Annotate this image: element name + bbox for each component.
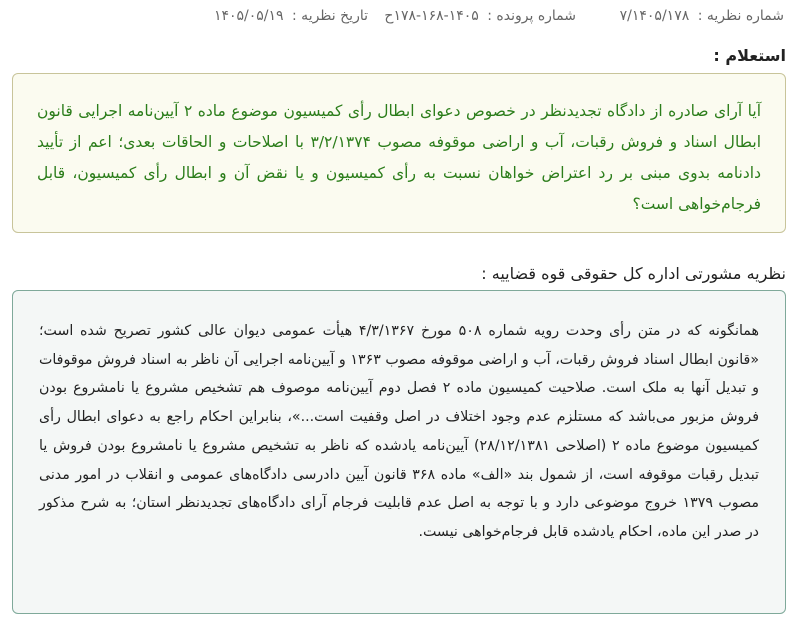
opinion-number-value: ۷/۱۴۰۵/۱۷۸ — [619, 8, 690, 24]
opinion-number — [620, 8, 784, 24]
opinion-box — [12, 290, 786, 614]
opinion-date-label: تاریخ نظریه : — [292, 8, 368, 24]
opinion-date — [214, 8, 368, 24]
inquiry-box — [12, 73, 786, 233]
opinion-date-value: ۱۴۰۵/۰۵/۱۹ — [213, 8, 284, 24]
file-number-label: شماره پرونده : — [487, 8, 576, 24]
metadata-row — [12, 4, 788, 28]
file-number-value: ۱۴۰۵-۱۶۸-۱۷۸ح — [384, 8, 479, 24]
inquiry-text: آیا آرای صادره از دادگاه تجدیدنظر در خصوص دعوای ابطال رأی کمیسیون موضوع ماده ۲ آیین‌نامه اجرایی قانون ابطال اسناد و فروش رقبات، آب و اراضی موقوفه مصوب ۳/۲/۱۳۷۴ با اصلاحات و الحاقات بعدی؛ اعم از تأیید دادنامه بدوی مبنی بر رد اعتراض خواهان نسبت به رأی کمیسیون و یا نقض آن و ابطال رأی کمیسیون، قابل فرجام‌خواهی است؟ — [37, 102, 762, 213]
file-number — [384, 8, 576, 24]
opinion-text: همانگونه که در متن رأی وحدت رویه شماره ۵۰۸ مورخ ۴/۳/۱۳۶۷ هیأت عمومی دیوان عالی کشور تصریح شده است؛ «قانون ابطال اسناد فروش رقبات، آب و اراضی موقوفه مصوب ۱۳۶۳ و آیین‌نامه اجرایی آن ناظر به اسناد فروش موقوفات و تبدیل آنها به ملک است. صلاحیت کمیسیون ماده ۲ فصل دوم آیین‌نامه موصوف هم تشخیص مشروع یا نامشروع بودن فروش مزبور می‌باشد که مستلزم عدم وجود اختلاف در اصل وقفیت است...»، بنابراین احکام راجع به دعوای ابطال رأی کمیسیون موضوع ماده ۲ (اصلاحی ۲۸/۱۲/۱۳۸۱) آیین‌نامه یادشده که ناظر به تشخیص مشروع یا نامشروع بودن فروش یا تبدیل رقبات موقوفه است، از شمول بند «الف» ماده ۳۶۸ قانون آیین دادرسی دادگاه‌های عمومی و انقلاب در امور مدنی مصوب ۱۳۷۹ خروج موضوعی دارد و با توجه به اصل عدم قابلیت فرجام آرای دادگاه‌های تجدیدنظر استان؛ به شرح مذکور در صدر این ماده، احکام یادشده قابل فرجام‌خواهی نیست. — [39, 323, 760, 540]
opinion-number-label: شماره نظریه : — [697, 8, 784, 24]
opinion-heading: نظریه مشورتی اداره کل حقوقی قوه قضاییه : — [481, 264, 786, 283]
inquiry-heading: استعلام : — [713, 46, 786, 65]
